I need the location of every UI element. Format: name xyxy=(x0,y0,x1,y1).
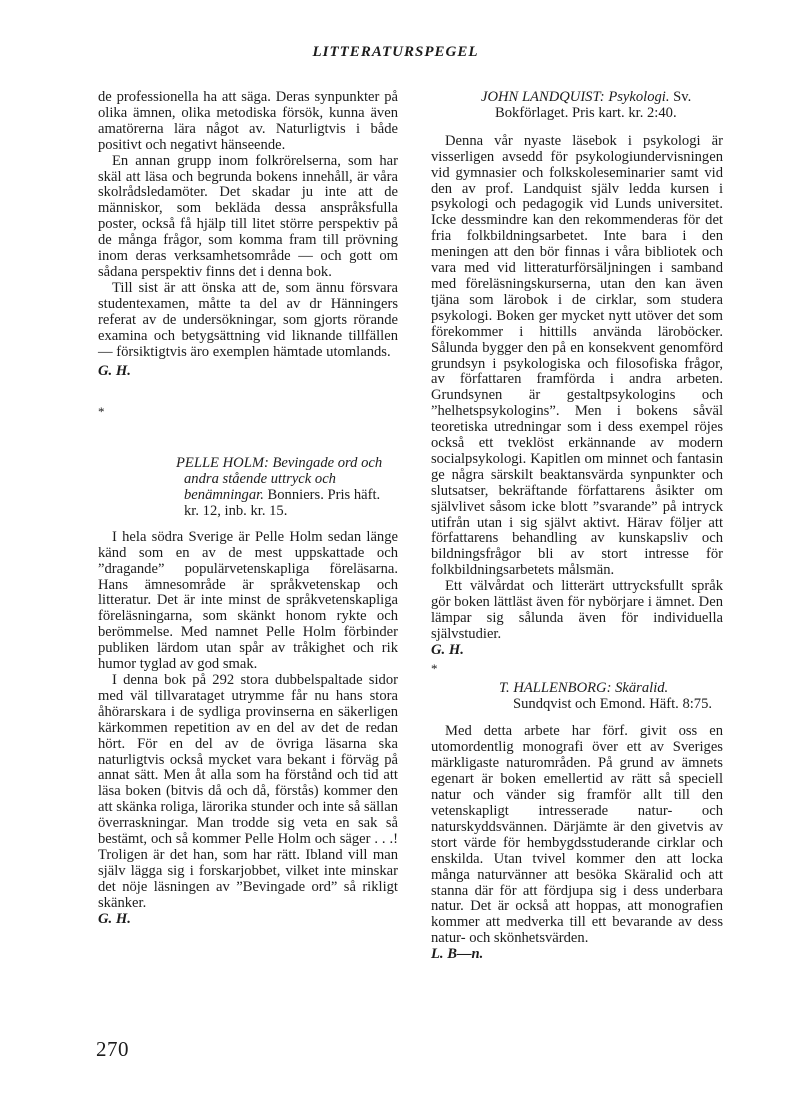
running-header: LITTERATURSPEGEL xyxy=(312,44,479,60)
review-signature: G. H. xyxy=(98,363,131,380)
body-paragraph: I hela södra Sverige är Pelle Holm sedan länge känd som en av de mest uppskattade och ”dragande” populärvetenskapliga föreläsarna. Hans ämnesområde är språkvetenskap och litteratur. Det är inte minst de språkvetenskapliga föreläsningarna, som skänkt honom rykte och berömmelse. Med namnet Pelle Holm förbinder publiken lärdom utan spår av tråkighet och rik humor tyglad av god smak. xyxy=(98,528,398,673)
review-title: Psykologi. xyxy=(608,89,670,105)
section-separator: * xyxy=(431,660,438,676)
body-paragraph: de professionella ha att säga. Deras synpunkter på olika ämnen, olika metodiska försök, kunna även amatörerna lära något av. Naturligtvis i både positivt och negativt hänseende. xyxy=(98,89,398,153)
right-column xyxy=(431,90,723,963)
review-heading-holm xyxy=(176,456,398,520)
review-author: PELLE HOLM: xyxy=(176,455,269,472)
review-publisher: Sundqvist och Emond. Häft. 8:75. xyxy=(513,695,713,712)
review-signature: G. H. xyxy=(431,641,464,658)
body-paragraph: I denna bok på 292 stora dubbelspaltade sidor med väl tillvarataget utrymme får nu hans stora åhörarskara i de sydliga provinserna en säkerligen kärkommen repetition av en del av det de redan hört. För en del av de övriga läsarna ska naturligtvis också mycket vara bekant i förväg på annat sätt. Men åt alla som ha förstånd och tid att läsa boken (bitvis då och då, förstås) kommer den att skänka roliga, lärorika stunder och inte så sällan överraskningar. Man trodde sig veta en sak så bestämt, och så kommer Pelle Holm och säger . . .! Troligen är det han, som har rätt. Ibland vill man själv lägga sig i forskarjobbet, vilket inte minskar det nöje läsningen av ”Bevingade ord” så rikligt skänker. xyxy=(98,672,398,911)
review-heading-landquist xyxy=(481,90,723,122)
body-paragraph: Till sist är att önska att de, som ännu försvara studentexamen, måtte ta del av dr Hänningers referat av de undersökningar, som gjorts rörande examina och betygsättning vid liknande tillfällen — försiktigtvis äro exemplen hämtade utomlands. xyxy=(98,279,398,360)
review-title: Bevingade ord och andra stående uttryck och benämningar. xyxy=(184,455,383,504)
body-paragraph: Denna vår nyaste läsebok i psykologi är visserligen avsedd för psykologiundervisningen vid gymnasier och folkskoleseminarier samt vid den av prof. Landquist själv ledda kursen i psykologi och pedagogik vid Lunds universitet. Icke dessmindre kan den rekommenderas för det fria folkbildningsarbetet. Inte bara i den meningen att den bör finnas i våra bibliotek och vara med vid litteraturförsäljningen i samband med föreläsningskurserna, utan den kan även tjäna som lärobok i de cirklar, som studera psykologi. Boken ger mycket nytt utöver det som förekommer i hittills använda läroböcker. Sålunda bygger den på en konsekvent genomförd grundsyn i psykologiska och filosofiska frågor, av författaren framförda i andra arbeten. Grundsynen är gestaltpsykologins och ”helhetspsykologins”. Men i bokens såväl teoretiska utredningar som i dess exempel röjes också ett tveklöst erkännande av modern socialpsykologi. Kapitlen om minnet och fantasin ge några särskilt beaktansvärda synpunkter och slutsatser, bekräftande författarens åsikter om självlivet såsom icke blott ”svarande” på intryck utifrån utan i sig självt aktivt. Härav följer att författarens behandling av kunskapsliv och bildningsfrågor bli av stort intresse för folkbildningsarbetets målsmän. xyxy=(431,132,723,579)
review-publisher: Sv. Bokförlaget. Pris kart. kr. 2:40. xyxy=(495,89,692,121)
review-author: JOHN LANDQUIST: xyxy=(481,89,605,105)
body-paragraph: Med detta arbete har förf. givit oss en utomordentlig monografi över ett av Sveriges märkligaste naturområden. På grund av ämnets egenart är boken emellertid av rätt så speciell natur och vänder sig framför allt till den vetenskapligt intresserade natur- och naturskyddsvännen. Därjämte är den givetvis av stort värde för hembygdsstuderande cirklar och enskilda. Utan tvivel kommer den att locka många naturvänner att besöka Skäralid och att stanna där för att fördjupa sig i dess underbara natur. Det är också att hoppas, att monografien kommer att medverka till ett bevarande av dess natur- och skönhetsvärden. xyxy=(431,723,723,947)
review-publisher: Bonniers. Pris häft. kr. 12, inb. kr. 15. xyxy=(184,487,381,519)
review-heading-hallenborg xyxy=(499,681,723,713)
review-signature: G. H. xyxy=(98,910,131,927)
page-number: 270 xyxy=(96,1037,129,1061)
review-title: Skäralid. xyxy=(615,679,669,696)
body-paragraph: Ett välvårdat och litterärt uttrycksfullt språk gör boken lättläst även för nybörjare i ämnet. Den lämpar sig sålunda även för individuella självstudier. xyxy=(431,578,723,642)
section-separator: * xyxy=(98,404,105,420)
left-column xyxy=(98,90,398,928)
review-author: T. HALLENBORG: xyxy=(499,679,612,696)
body-paragraph: En annan grupp inom folkrörelserna, som har skäl att läsa och begrunda bokens innehåll, är våra skolrådsledamöter. Det skadar ju inte att de människor, som bekläda dessa anspråksfulla poster, också få hjälp till litet större perspektiv på de många frågor, som komma fram till prövning inom deras verksamhetsområde — och gott om sådana perspektiv finns det i denna bok. xyxy=(98,152,398,280)
review-signature: L. B—n. xyxy=(431,946,484,963)
